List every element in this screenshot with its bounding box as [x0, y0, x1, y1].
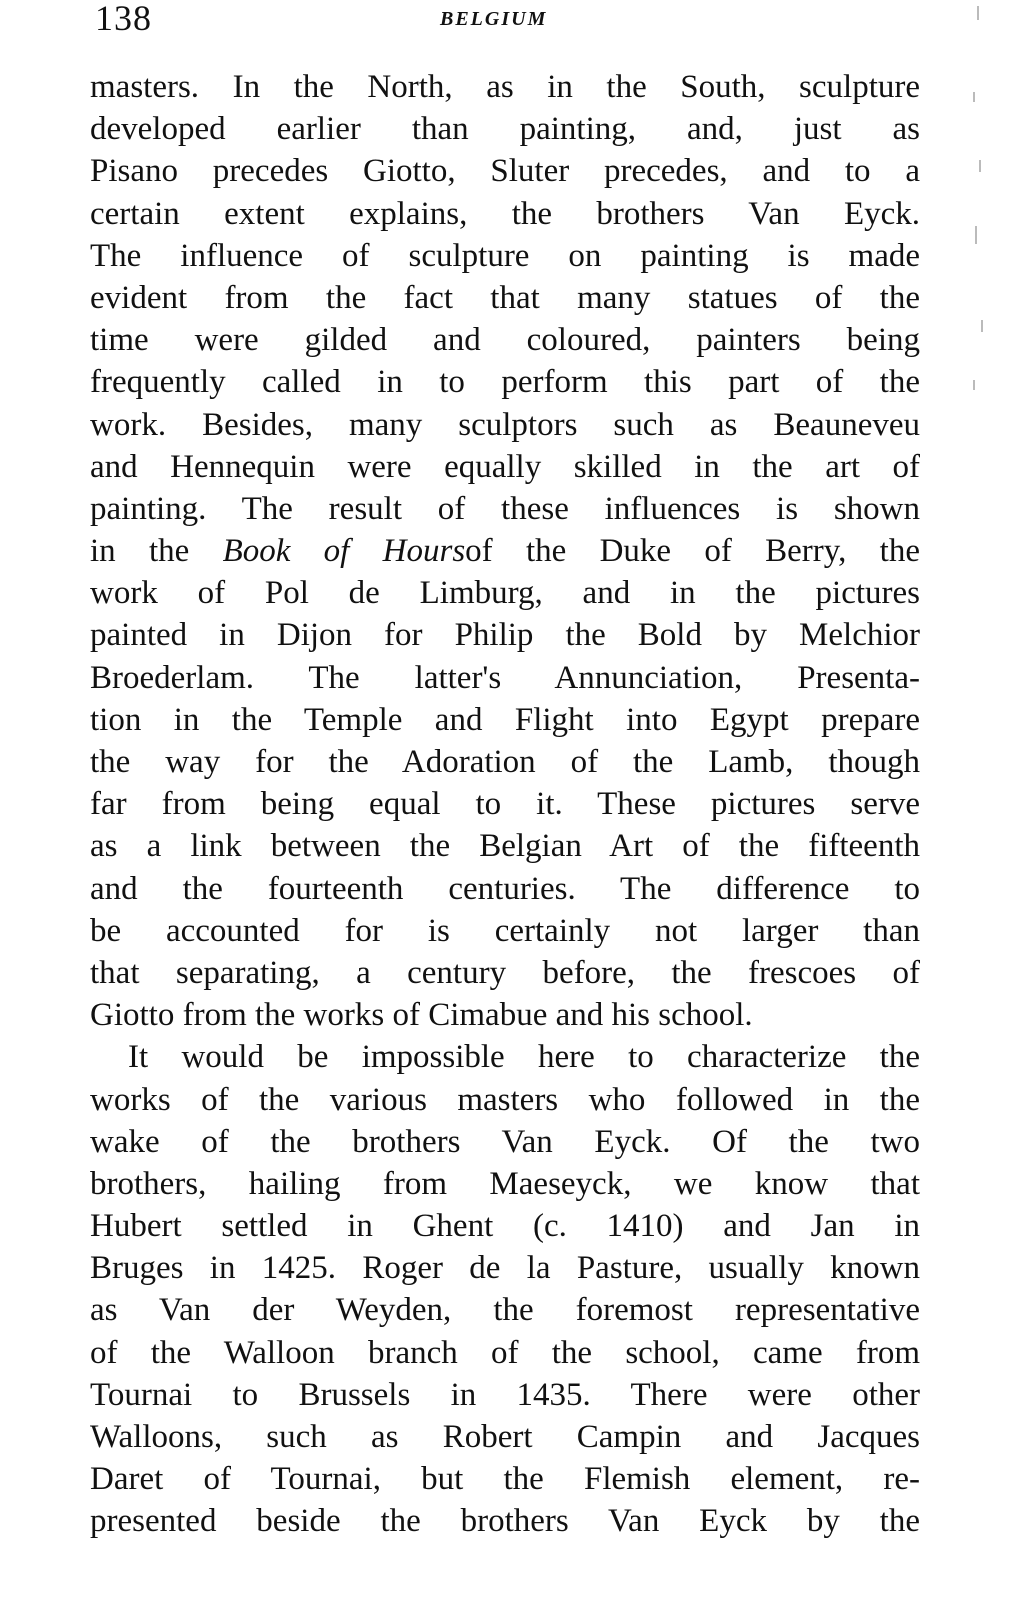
scan-mark	[977, 6, 979, 20]
text-line: developed earlier than painting, and, just as	[90, 111, 920, 148]
text-line: of the Walloon branch of the school, came from	[90, 1334, 920, 1371]
text-line: work of Pol de Limburg, and in the pictures	[90, 575, 920, 612]
text-line: Daret of Tournai, but the Flemish element, re-	[90, 1461, 920, 1498]
text-line: far from being equal to it. These pictures serve	[90, 786, 920, 823]
text-line: Pisano precedes Giotto, Sluter precedes, and to a	[90, 153, 920, 190]
text-line: presented beside the brothers Van Eyck by the	[90, 1503, 920, 1540]
text-fragment: of the Duke of Berry, the	[465, 533, 920, 570]
text-line: work. Besides, many sculptors such as Beauneveu	[90, 406, 920, 443]
page-number: 138	[95, 0, 152, 38]
text-fragment: in the	[90, 533, 223, 570]
text-line: and the fourteenth centuries. The difference to	[90, 870, 920, 907]
scan-mark	[979, 160, 981, 172]
text-line: painting. The result of these influences is shown	[90, 490, 920, 527]
text-line: and Hennequin were equally skilled in the art of	[90, 448, 920, 485]
text-line: Bruges in 1425. Roger de la Pasture, usually known	[90, 1250, 920, 1287]
scan-mark	[975, 226, 977, 244]
text-line: Hubert settled in Ghent (c. 1410) and Jan in	[90, 1208, 920, 1245]
text-line: Broederlam. The latter's Annunciation, Presenta-	[90, 659, 920, 696]
scan-mark	[981, 320, 983, 332]
text-line: brothers, hailing from Maeseyck, we know that	[90, 1165, 920, 1202]
running-head: BELGIUM	[440, 8, 548, 30]
text-line: as Van der Weyden, the foremost representative	[90, 1292, 920, 1329]
text-line: that separating, a century before, the frescoes of	[90, 954, 920, 991]
text-line: tion in the Temple and Flight into Egypt prepare	[90, 701, 920, 738]
text-line: the way for the Adoration of the Lamb, though	[90, 744, 920, 780]
text-line: It would be impossible here to characterize the	[128, 1039, 920, 1076]
text-line: as a link between the Belgian Art of the fifteenth	[90, 828, 920, 865]
text-line: works of the various masters who followed in the	[90, 1081, 920, 1118]
scan-mark	[973, 92, 975, 102]
text-line: Giotto from the works of Cimabue and his school.	[90, 997, 753, 1034]
text-line: painted in Dijon for Philip the Bold by Melchior	[90, 617, 920, 654]
text-line: The influence of sculpture on painting is made	[90, 237, 920, 274]
text-line: Walloons, such as Robert Campin and Jacques	[90, 1419, 920, 1455]
text-line: certain extent explains, the brothers Van Eyck.	[90, 195, 920, 232]
text-line: Tournai to Brussels in 1435. There were other	[90, 1376, 920, 1413]
scan-edge-marks	[969, 0, 989, 420]
scan-mark	[973, 380, 975, 390]
text-line: wake of the brothers Van Eyck. Of the two	[90, 1123, 920, 1160]
text-line-with-title	[90, 530, 920, 572]
text-line: evident from the fact that many statues of the	[90, 279, 920, 316]
book-title: Book of Hours	[222, 533, 466, 570]
body-text	[90, 66, 920, 1543]
text-line: time were gilded and coloured, painters being	[90, 322, 920, 359]
text-line: masters. In the North, as in the South, sculpture	[90, 69, 920, 105]
text-line: be accounted for is certainly not larger than	[90, 912, 920, 949]
text-line: frequently called in to perform this part of the	[90, 364, 920, 401]
